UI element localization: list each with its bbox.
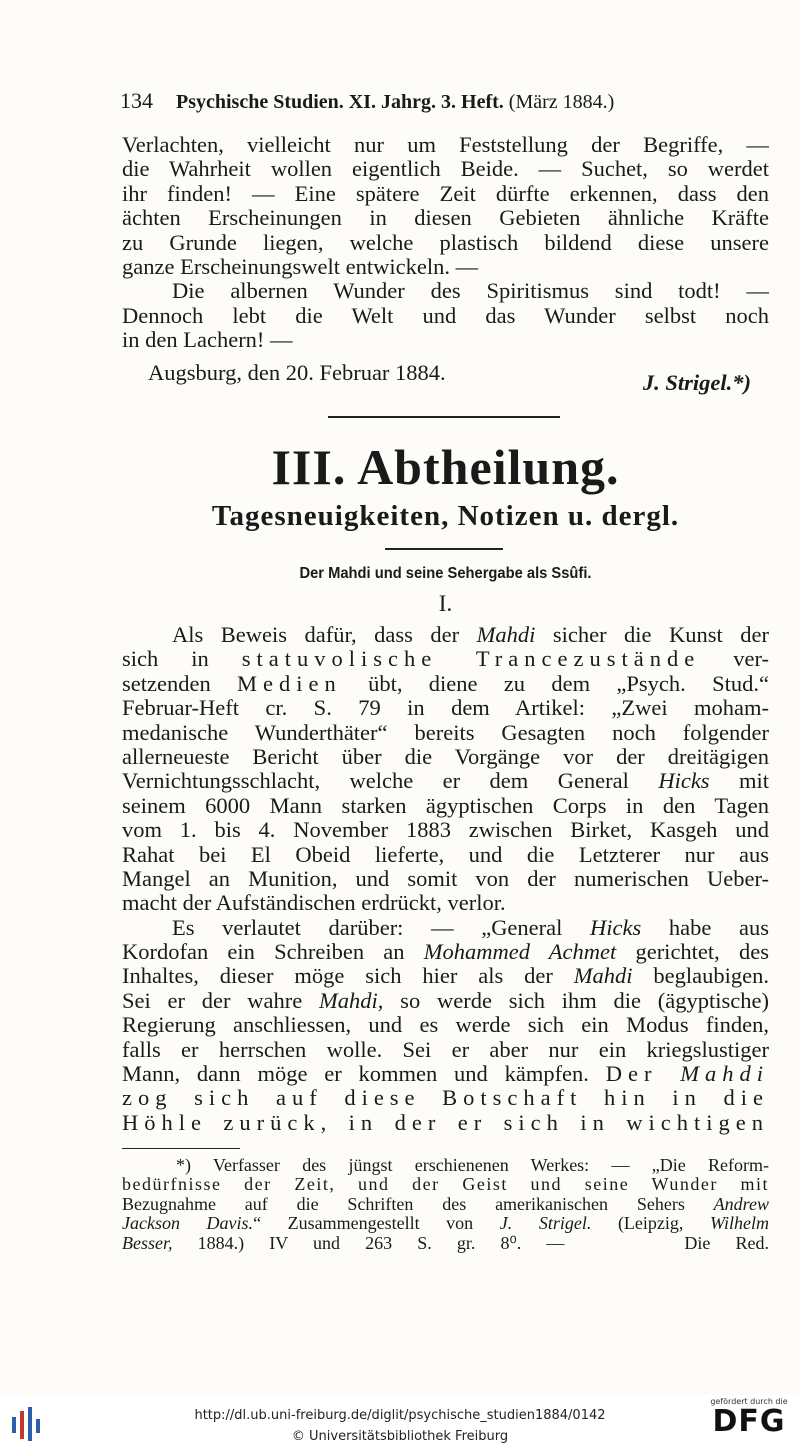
text-line: Rahat bei El Obeid lieferte, und die Letzterer nur aus: [122, 842, 769, 867]
text-line: Kordofan ein Schreiben an Mohammed Achmet gerichtet, des: [122, 940, 769, 965]
text-line: Dennoch lebt die Welt und das Wunder selbst noch: [122, 303, 769, 328]
footnote: [122, 1156, 769, 1253]
text-line: zog sich auf diese Botschaft hin in die: [122, 1086, 769, 1111]
text-line: medanische Wunderthäter“ bereits Gesagten noch folgender: [122, 720, 769, 745]
text-line: Als Beweis dafür, dass der Mahdi sicher die Kunst der: [172, 623, 769, 647]
footnote-line: bedürfnisse der Zeit, und der Geist und seine Wunder mit: [122, 1175, 769, 1195]
intro-paragraph: [122, 133, 769, 353]
text-line: ganze Erscheinungswelt entwickeln. —: [122, 254, 479, 279]
text-line: zu Grunde liegen, welche plastisch bildend diese unsere: [122, 230, 769, 255]
text-line: allerneueste Bericht über die Vorgänge vor der dreitägigen: [122, 744, 769, 769]
copyright-notice: © Universitätsbibliothek Freiburg: [291, 1429, 509, 1444]
divider: [385, 548, 503, 550]
text-line: falls er herrschen wolle. Sei er aber nur ein kriegslustiger: [122, 1037, 769, 1062]
issue-date: (März 1884.): [508, 91, 615, 113]
dfg-tagline: gefördert durch die: [710, 1397, 788, 1406]
text-line: Inhaltes, dieser möge sich hier als der Mahdi beglaubigen.: [122, 964, 769, 989]
text-line: Mangel an Munition, und somit von der numerischen Ueber-: [122, 866, 769, 891]
running-header: [120, 88, 720, 114]
journal-title: Psychische Studien. XI. Jahrg. 3. Heft.: [176, 91, 504, 113]
text-line: setzenden Medien übt, diene zu dem „Psych. Stud.“: [122, 671, 769, 696]
digitization-footer: [0, 1395, 800, 1451]
footnote-divider: [122, 1148, 240, 1149]
text-line: Verlachten, vielleicht nur um Feststellung der Begriffe, —: [122, 133, 769, 157]
text-line: Die albernen Wunder des Spiritismus sind todt! —: [172, 279, 769, 304]
footnote-line: *) Verfasser des jüngst erschienenen Werkes: — „Die Reform-: [176, 1156, 769, 1175]
footnote-line: Besser, 1884.) IV und 263 S. gr. 8⁰. — Die Red.: [122, 1233, 769, 1253]
text-line: sich in statuvolische Trancezustände ver-: [122, 647, 769, 672]
dfg-wordmark: DFG: [712, 1404, 786, 1439]
text-line: ihr finden! — Eine spätere Zeit dürfte erkennen, dass den: [122, 181, 769, 206]
place-date: Augsburg, den 20. Februar 1884.: [148, 360, 446, 385]
text-line: Es verlautet darüber: — „General Hicks habe aus: [172, 915, 769, 940]
footnote-line: Bezugnahme auf die Schriften des amerikanischen Sehers Andrew: [122, 1194, 769, 1214]
text-line: in den Lachern! —: [122, 328, 293, 353]
text-line: die Wahrheit wollen eigentlich Beide. — Suchet, so werdet: [122, 157, 769, 182]
text-line: Februar-Heft cr. S. 79 in dem Artikel: „Zwei moham-: [122, 696, 769, 721]
text-line: Höhle zurück, in der er sich in wichtigen: [122, 1110, 769, 1135]
dfg-logo: [706, 1397, 792, 1447]
text-line: Sei er der wahre Mahdi, so werde sich ihm die (ägyptische): [122, 988, 769, 1013]
signature-row: [122, 356, 769, 396]
divider: [328, 416, 560, 418]
source-url-link[interactable]: http://dl.ub.uni-freiburg.de/diglit/psychische_studien1884/0142: [194, 1408, 606, 1423]
section-title: III. Abtheilung.: [271, 439, 620, 495]
text-line: Regierung anschliessen, und es werde sich ein Modus finden,: [122, 1013, 769, 1038]
text-line: ächten Erscheinungen in diesen Gebieten ähnliche Kräfte: [122, 206, 769, 231]
text-line: vom 1. bis 4. November 1883 zwischen Birket, Kasgeh und: [122, 818, 769, 843]
text-line: Mann, dann möge er kommen und kämpfen. Der Mahdi: [122, 1062, 769, 1087]
text-line: macht der Aufständischen erdrückt, verlor.: [122, 891, 506, 916]
author-signature: J. Strigel.*): [642, 370, 751, 395]
text-line: Vernichtungsschlacht, welche er dem General Hicks mit: [122, 769, 769, 794]
footnote-line: Jackson Davis.“ Zusammengestellt von J. Strigel. (Leipzig, Wilhelm: [122, 1214, 769, 1234]
article-title: Der Mahdi und seine Sehergabe als Ssûfi.: [299, 565, 592, 582]
article-body: [122, 623, 769, 1135]
text-line: seinem 6000 Mann starken ägyptischen Corps in den Tagen: [122, 793, 769, 818]
part-number: I.: [438, 591, 453, 616]
section-subtitle: Tagesneuigkeiten, Notizen u. dergl.: [211, 500, 680, 532]
page-number: 134: [120, 88, 153, 113]
